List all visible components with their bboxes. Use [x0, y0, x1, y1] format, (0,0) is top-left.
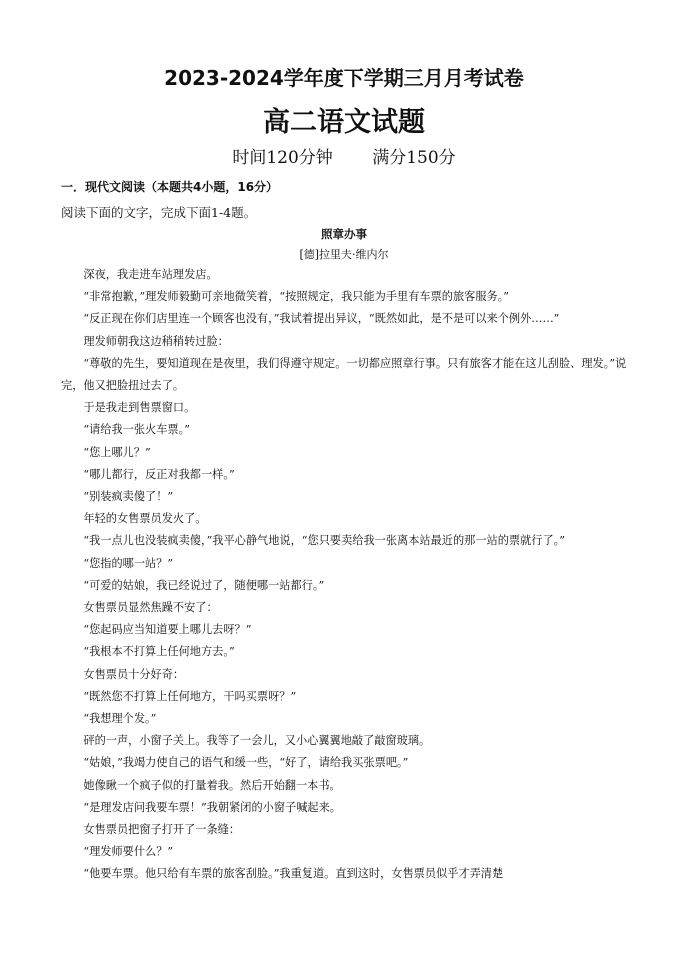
- story-title: 照章办事: [321, 227, 367, 241]
- section-heading: 一．现代文阅读（本题共4小题，16分）: [61, 180, 279, 194]
- paragraph: 年轻的女售票员发火了。: [83, 512, 207, 526]
- paragraph: “既然您不打算上任何地方，干吗买票呀？”: [83, 689, 297, 703]
- paragraph: 女售票员把窗子打开了一条缝：: [83, 823, 241, 837]
- section-instruction: 阅读下面的文字，完成下面1-4题。: [61, 205, 257, 220]
- paragraph: “我根本不打算上任何地方去。”: [83, 645, 235, 659]
- paragraph: 她像瞅一个疯子似的打量着我。然后开始翻一本书。: [83, 778, 341, 792]
- paragraph: “别装疯卖傻了！”: [83, 490, 174, 504]
- paragraph: 于是我走到售票窗口。: [83, 401, 196, 415]
- exam-title: 2023-2024学年度下学期三月月考试卷: [164, 66, 524, 90]
- paragraph: “您上哪儿？”: [83, 445, 151, 459]
- paragraph: “请给我一张火车票。”: [83, 423, 190, 437]
- story-body: [61, 264, 633, 886]
- paragraph: “反正现在你们店里连一个顾客也没有，”我试着提出异议，“既然如此，是不是可以来个例外……”: [83, 312, 560, 326]
- exam-time: 时间120分钟: [232, 148, 333, 168]
- paragraph: 深夜，我走进车站理发店。: [83, 268, 218, 281]
- paragraph: “我一点儿也没装疯卖傻，”我平心静气地说，“您只要卖给我一张离本站最近的那一站的票就行了。”: [83, 534, 565, 548]
- paragraph: 砰的一声，小窗子关上。我等了一会儿，又小心翼翼地敲了敲窗玻璃。: [83, 734, 431, 748]
- paragraph: “非常抱歉，”理发师毅勤可亲地微笑着，“按照规定，我只能为手里有车票的旅客服务。”: [83, 290, 510, 304]
- paragraph: “您起码应当知道要上哪儿去呀？”: [83, 623, 252, 637]
- paragraph: “我想理个发。”: [83, 712, 157, 726]
- paragraph: “尊敬的先生，要知道现在是夜里，我们得遵守规定。一切都应照章行事。只有旅客才能在这儿刮脸、理发。”说完，他又把脸扭过去了。: [61, 356, 627, 393]
- subject-title: 高二语文试题: [263, 107, 425, 138]
- story-author: [德]拉里夫·维内尔: [299, 248, 389, 261]
- paragraph: “您指的哪一站？”: [83, 556, 174, 570]
- paragraph: “可爱的姑娘，我已经说过了，随便哪一站都行。”: [83, 578, 325, 592]
- paragraph: 女售票员显然焦躁不安了：: [83, 601, 218, 615]
- paragraph: “理发师要什么？”: [83, 845, 174, 859]
- paragraph: 女售票员十分好奇：: [83, 667, 185, 681]
- paragraph: 理发师朝我这边稍稍转过脸：: [83, 334, 229, 348]
- exam-meta: [0, 143, 688, 168]
- paragraph: “是理发店问我要车票！”我朝紧闭的小窗子喊起来。: [83, 800, 341, 814]
- paragraph: “哪儿都行，反正对我都一样。”: [83, 467, 235, 481]
- paragraph: “他要车票。他只给有车票的旅客刮脸。”我重复道。直到这时，女售票员似乎才弄清楚: [83, 867, 504, 881]
- exam-score: 满分150分: [372, 148, 456, 168]
- paragraph: “姑娘，”我竭力使自己的语气和缓一些，“好了，请给我买张票吧。”: [83, 756, 409, 770]
